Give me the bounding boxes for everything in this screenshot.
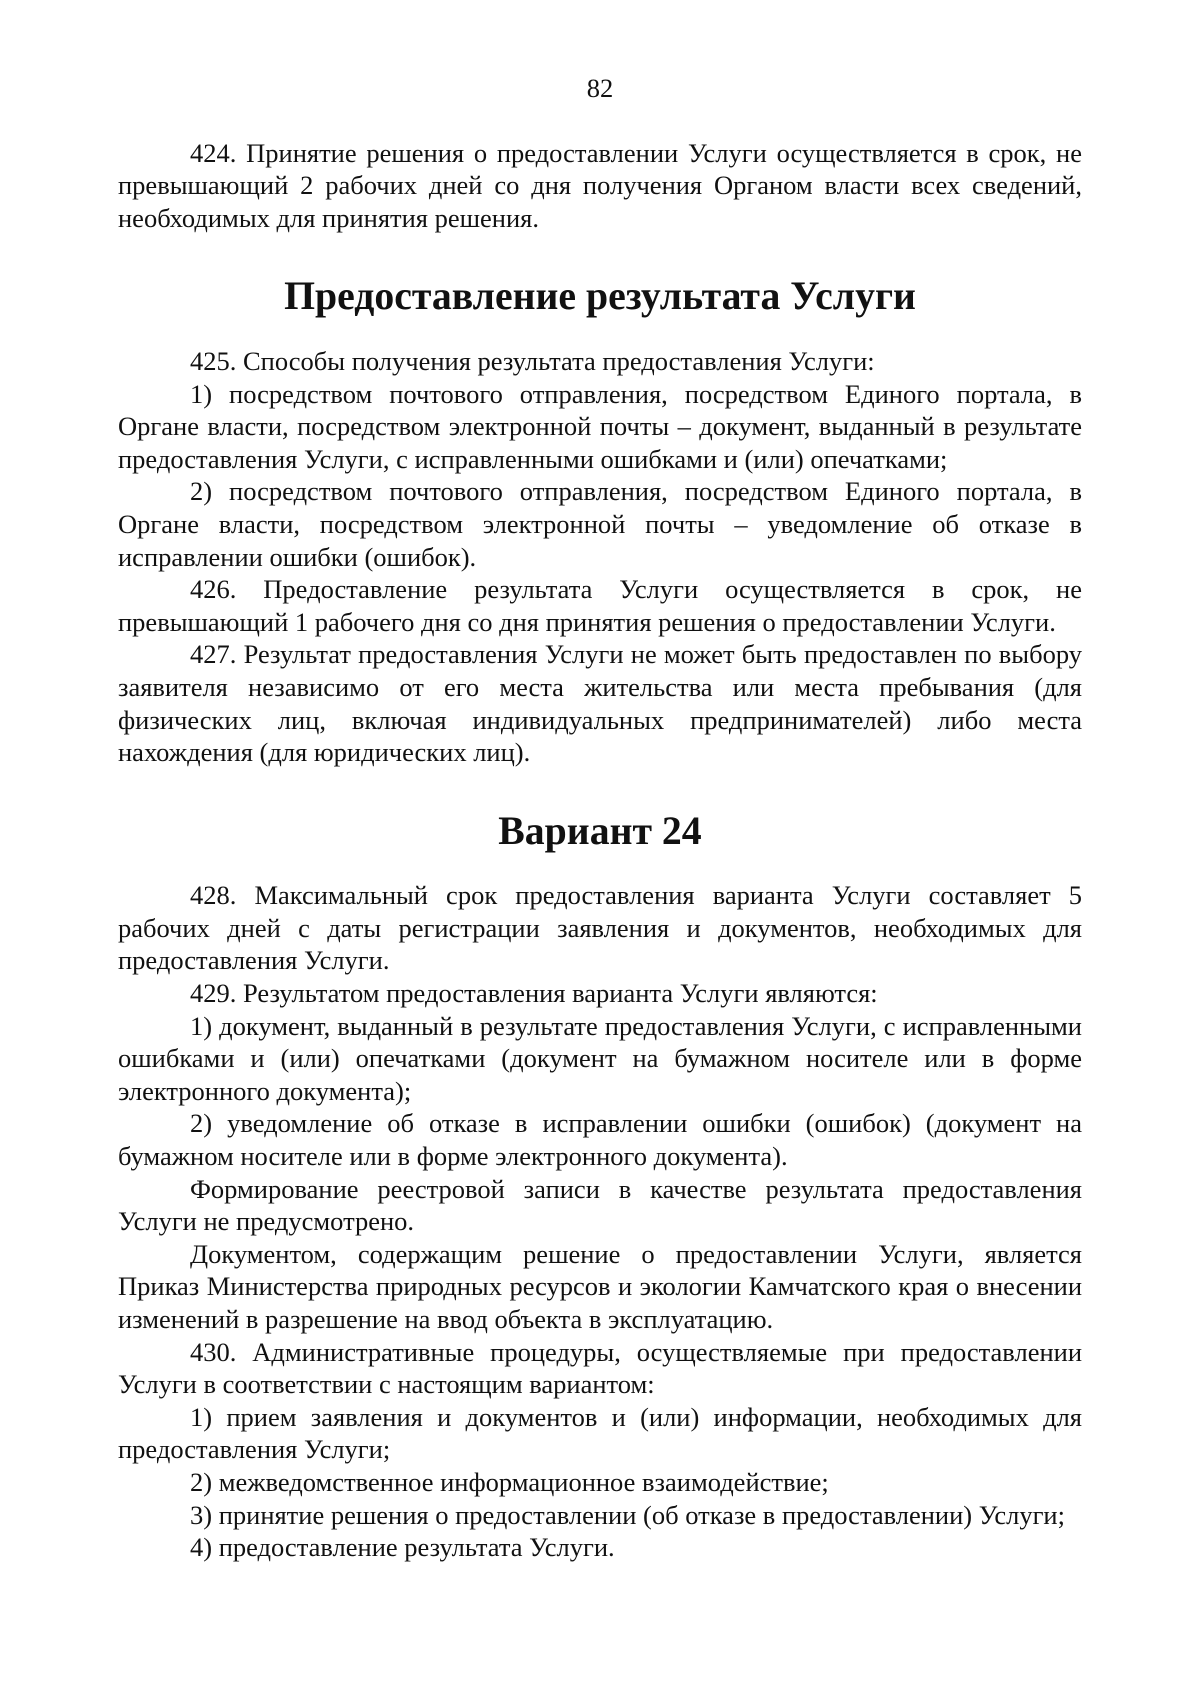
list-item-430-1: 1) прием заявления и документов и (или) информации, необходимых для предоставления Услуги; (118, 1401, 1082, 1465)
paragraph-430: 430. Административные процедуры, осуществляемые при предоставлении Услуги в соответствии с настоящим вариантом: (118, 1336, 1082, 1400)
list-item-430-3: 3) принятие решения о предоставлении (об отказе в предоставлении) Услуги; (190, 1499, 1065, 1530)
paragraph-registry-record: Формирование реестровой записи в качестве результата предоставления Услуги не предусмотрено. (118, 1173, 1082, 1237)
list-item-425-2: 2) посредством почтового отправления, посредством Единого портала, в Органе власти, посредством электронной почты – уведомление об отказе в исправлении ошибки (ошибок). (118, 476, 1082, 572)
paragraph-429: 429. Результатом предоставления варианта Услуги являются: (190, 978, 878, 1009)
paragraph-424: 424. Принятие решения о предоставлении Услуги осуществляется в срок, не превышающий 2 рабочих дней со дня получения Органом власти всех сведений, необходимых для принятия решения. (118, 137, 1082, 233)
list-item-430-4: 4) предоставление результата Услуги. (190, 1532, 615, 1563)
section-heading-variant-24: Вариант 24 (498, 808, 702, 853)
paragraph-decision-document: Документом, содержащим решение о предоставлении Услуги, является Приказ Министерства природных ресурсов и экологии Камчатского края о внесении изменений в разрешение на ввод объекта в эксплуатацию. (118, 1238, 1082, 1334)
paragraph-425: 425. Способы получения результата предоставления Услуги: (190, 345, 875, 376)
list-item-429-2: 2) уведомление об отказе в исправлении ошибки (ошибок) (документ на бумажном носителе или в форме электронного документа). (118, 1108, 1082, 1172)
list-item-430-2: 2) межведомственное информационное взаимодействие; (190, 1466, 829, 1497)
paragraph-427: 427. Результат предоставления Услуги не может быть предоставлен по выбору заявителя независимо от его места жительства или места пребывания (для физических лиц, включая индивидуальных предпринимателей) либо места нахождения (для юридических лиц). (118, 639, 1082, 768)
paragraph-428: 428. Максимальный срок предоставления варианта Услуги составляет 5 рабочих дней с даты регистрации заявления и документов, необходимых для предоставления Услуги. (118, 880, 1082, 976)
list-item-425-1: 1) посредством почтового отправления, посредством Единого портала, в Органе власти, посредством электронной почты – документ, выданный в результате предоставления Услуги, с исправленными ошибками и (или) опечатками; (118, 378, 1082, 474)
section-heading-result: Предоставление результата Услуги (284, 274, 916, 319)
page-number: 82 (586, 73, 614, 103)
list-item-429-1: 1) документ, выданный в результате предоставления Услуги, с исправленными ошибками и (или) опечатками (документ на бумажном носителе или в форме электронного документа); (118, 1010, 1082, 1106)
paragraph-426: 426. Предоставление результата Услуги осуществляется в срок, не превышающий 1 рабочего дня со дня принятия решения о предоставлении Услуги. (118, 574, 1082, 637)
